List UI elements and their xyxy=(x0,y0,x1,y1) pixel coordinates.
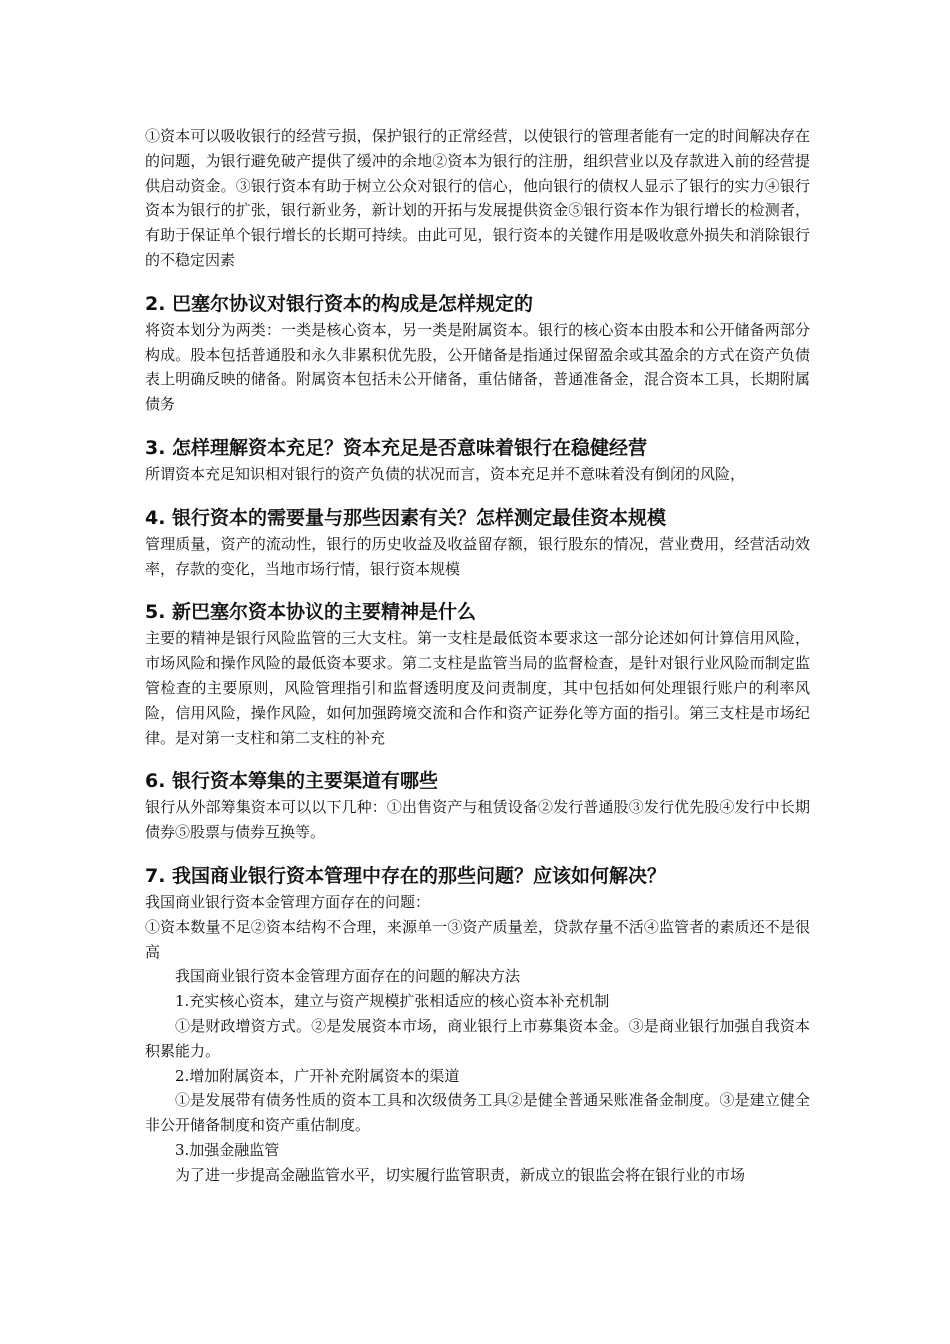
body-section-4: 管理质量，资产的流动性，银行的历史收益及收益留存额，银行股东的情况，营业费用，经营活动效率，存款的变化，当地市场行情，银行资本规模 xyxy=(145,534,810,578)
heading-section-6: 6. 银行资本筹集的主要渠道有哪些 xyxy=(145,770,439,793)
document-body xyxy=(145,124,810,1188)
heading-section-5: 5. 新巴塞尔资本协议的主要精神是什么 xyxy=(145,601,477,624)
heading-section-3: 3. 怎样理解资本充足？资本充足是否意味着银行在稳健经营 xyxy=(145,436,648,459)
section-7-solutions-intro: 我国商业银行资本金管理方面存在的问题的解决方法 xyxy=(175,967,521,986)
intro-paragraph: ①资本可以吸收银行的经营亏损，保护银行的正常经营，以使银行的管理者能有一定的时间解决存在的问题，为银行避免破产提供了缓冲的余地②资本为银行的注册，组织营业以及存款进入前的经营提供启动资金。③银行资本有助于树立公众对银行的信心，他向银行的债权人显示了银行的实力④银行资本为银行的扩张，银行新业务，新计划的开拓与发展提供资金⑤银行资本作为银行增长的检测者，有助于保证单个银行增长的长期可持续。由此可见，银行资本的关键作用是吸收意外损失和消除银行的不稳定因素 xyxy=(145,127,810,269)
section-7-solution-2-title: 2.增加附属资本，广开补充附属资本的渠道 xyxy=(175,1066,460,1085)
heading-section-4: 4. 银行资本的需要量与那些因素有关？怎样测定最佳资本规模 xyxy=(145,506,667,529)
section-7-problems-list: ①资本数量不足②资本结构不合理，来源单一③资产质量差，贷款存量不活④监管者的素质还不是很高 xyxy=(145,917,810,961)
body-section-3: 所谓资本充足知识相对银行的资产负债的状况而言，资本充足并不意味着没有倒闭的风险， xyxy=(145,464,746,483)
heading-section-7: 7. 我国商业银行资本管理中存在的那些问题？应该如何解决？ xyxy=(145,864,667,887)
body-section-2: 将资本划分为两类：一类是核心资本，另一类是附属资本。银行的核心资本由股本和公开储备两部分构成。股本包括普通股和永久非累积优先股，公开储备是指通过保留盈余或其盈余的方式在资产负债表上明确反映的储备。附属资本包括未公开储备，重估储备，普通准备金，混合资本工具，长期附属债务 xyxy=(145,320,810,414)
section-7-solution-3-body: 为了进一步提高金融监管水平，切实履行监管职责，新成立的银监会将在银行业的市场 xyxy=(175,1165,746,1184)
section-7-solution-1-title: 1.充实核心资本，建立与资产规模扩张相适应的核心资本补充机制 xyxy=(175,992,610,1011)
heading-section-2: 2. 巴塞尔协议对银行资本的构成是怎样规定的 xyxy=(145,292,534,315)
body-section-5: 主要的精神是银行风险监管的三大支柱。第一支柱是最低资本要求这一部分论述如何计算信用风险，市场风险和操作风险的最低资本要求。第二支柱是监管当局的监督检查，是针对银行业风险而制定监管检查的主要原则，风险管理指引和监督透明度及问责制度，其中包括如何处理银行账户的利率风险，信用风险，操作风险，如何加强跨境交流和合作和资产证券化等方面的指引。第三支柱是市场纪律。是对第一支柱和第二支柱的补充 xyxy=(145,629,810,747)
section-7-solution-3-title: 3.加强金融监管 xyxy=(175,1140,280,1159)
body-section-6: 银行从外部筹集资本可以以下几种：①出售资产与租赁设备②发行普通股③发行优先股④发行中长期债券⑤股票与债券互换等。 xyxy=(145,798,810,842)
section-7-solution-1-body: ①是财政增资方式。②是发展资本市场，商业银行上市募集资本金。③是商业银行加强自我资本积累能力。 xyxy=(145,1016,810,1060)
section-7-problems-intro: 我国商业银行资本金管理方面存在的问题： xyxy=(145,892,431,911)
section-7-solution-2-body: ①是发展带有债务性质的资本工具和次级债务工具②是健全普通呆账准备金制度。③是建立健全非公开储备制度和资产重估制度。 xyxy=(145,1091,810,1135)
